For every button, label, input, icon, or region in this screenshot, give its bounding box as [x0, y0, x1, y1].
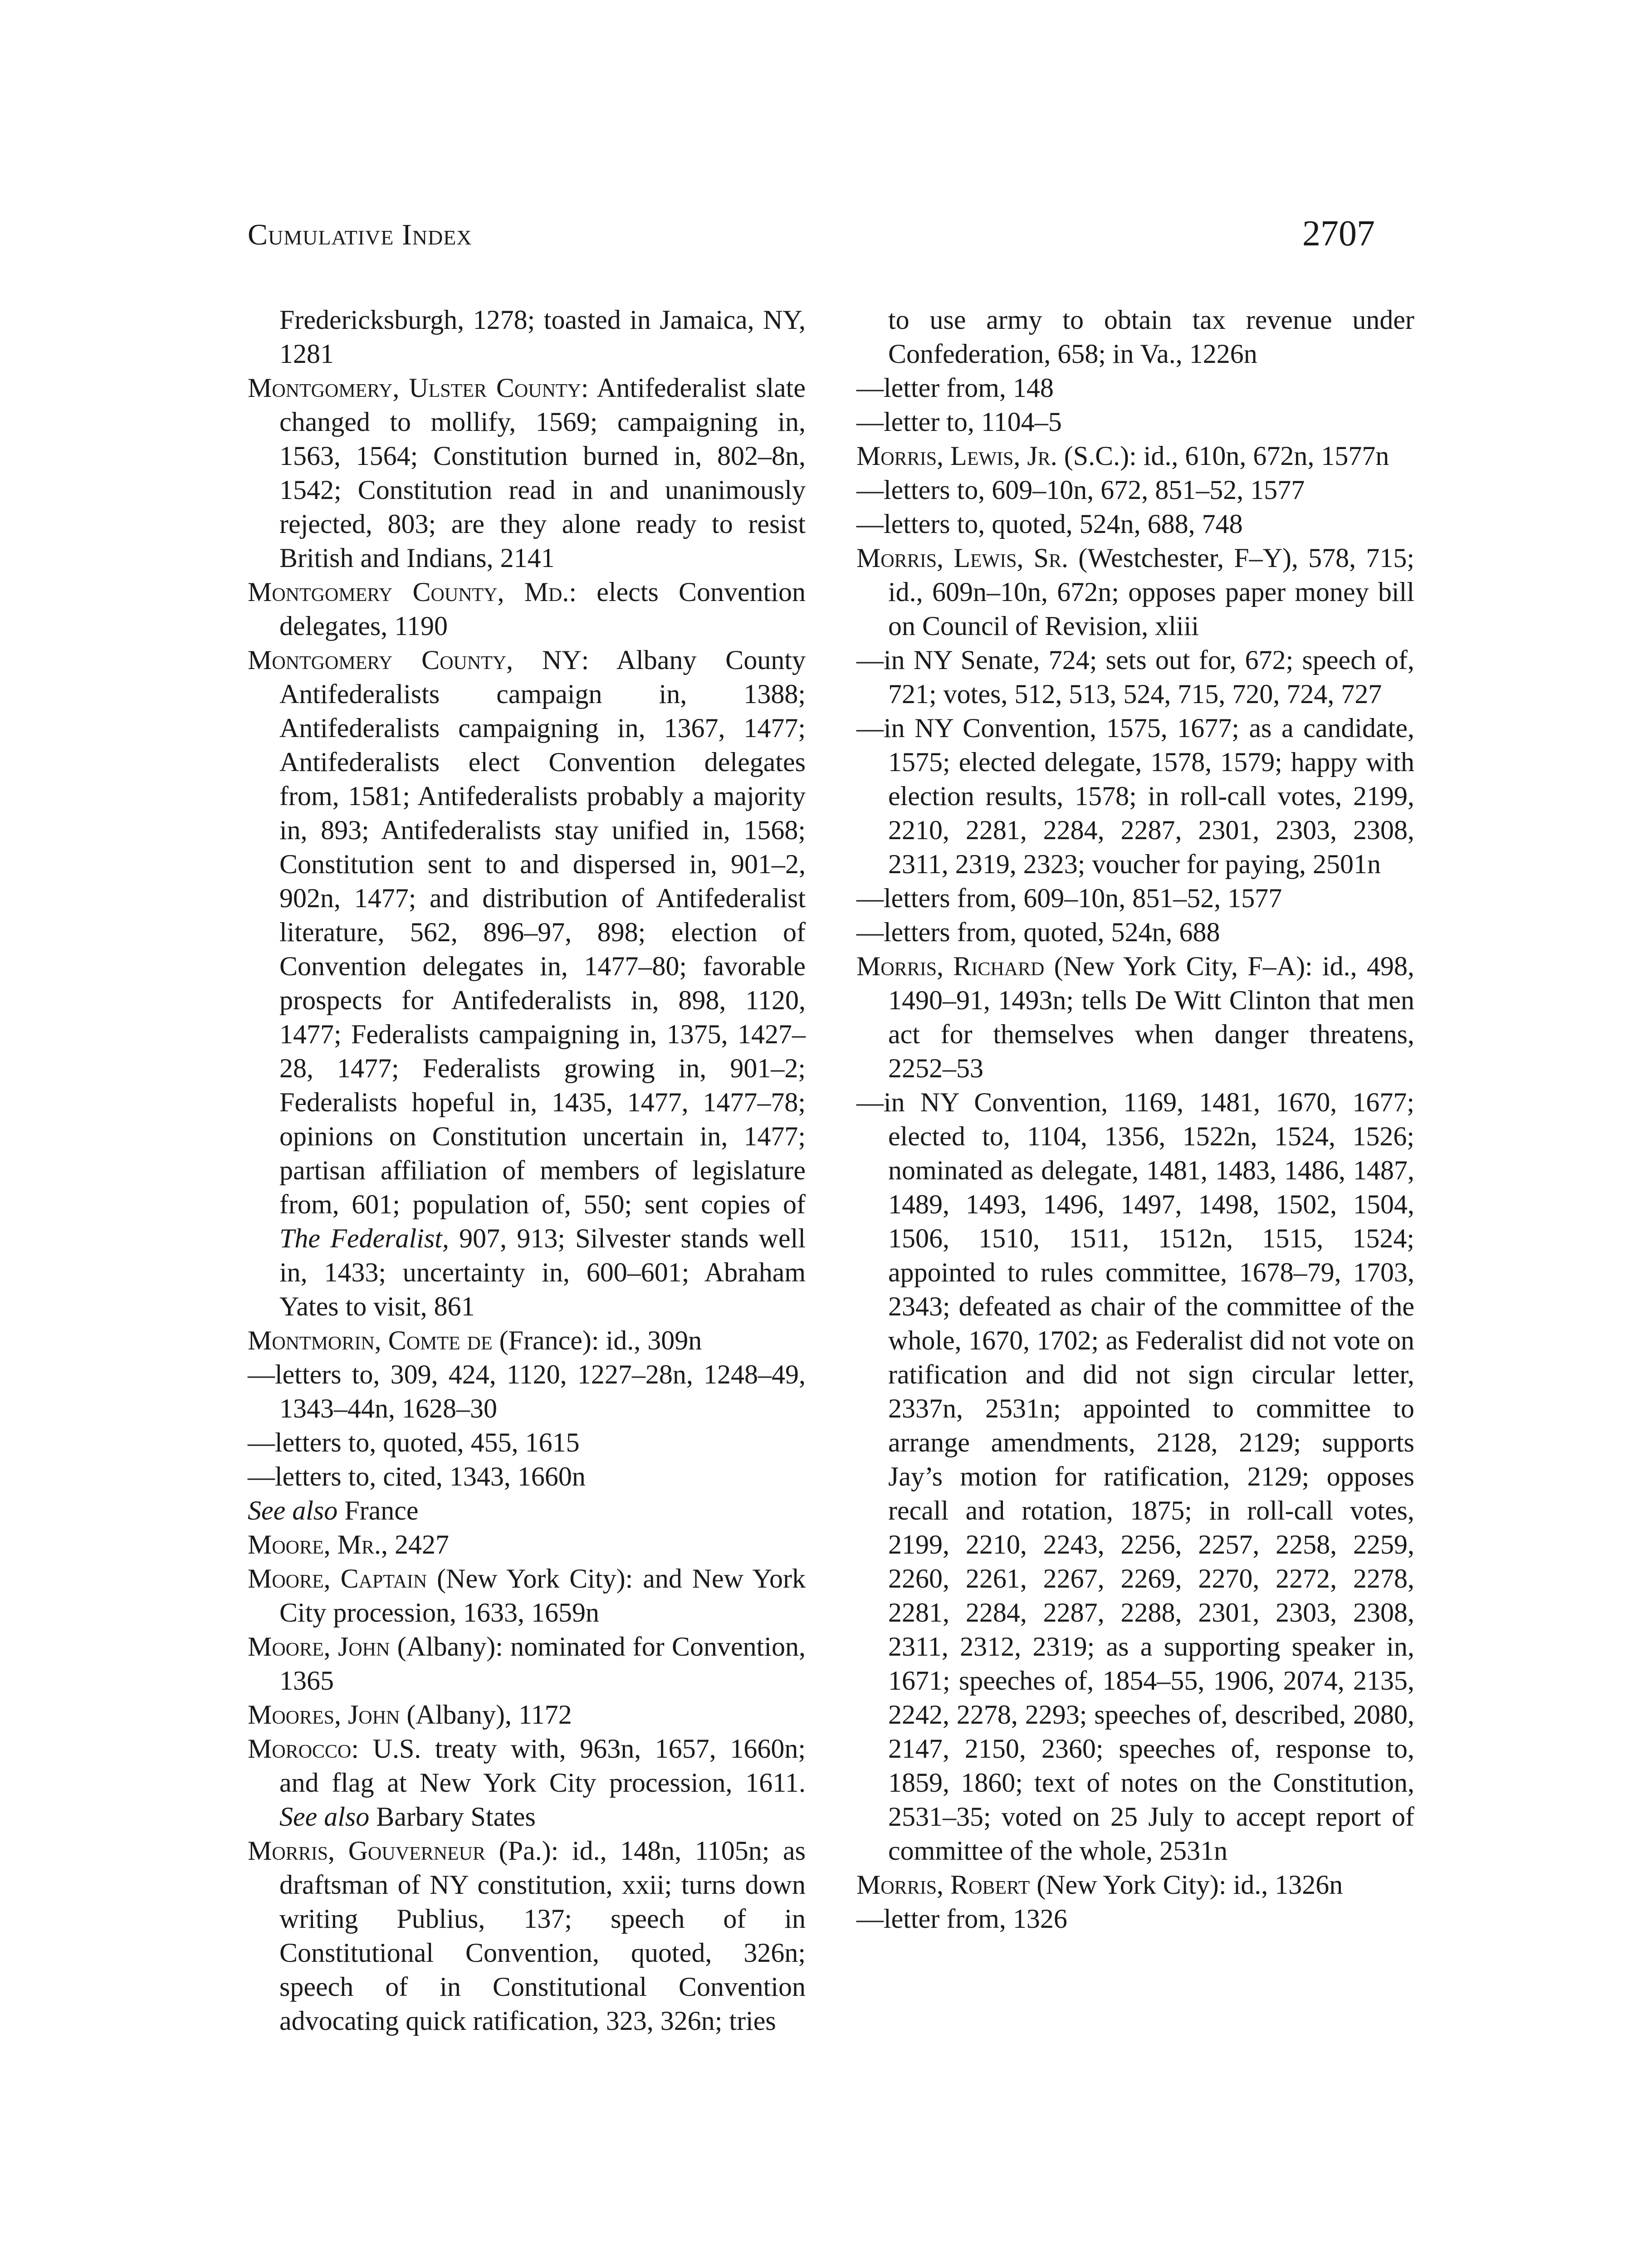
index-entry-text: (Pa.): id., 148n, 1105n; as draftsman of NY constitution, xxii; turns down writing Publius, 137; speech of in Constitutional Convention, quoted, 326n; speech of in Constitutional Convention advocating quick ratification, 323, 326n; tries	[279, 1836, 806, 2036]
index-subentry	[856, 405, 1414, 439]
index-entry-text: —letters to, 309, 424, 1120, 1227–28n, 1248–49, 1343–44n, 1628–30	[248, 1359, 806, 1423]
index-column-right	[856, 303, 1414, 1936]
index-subentry	[248, 1358, 806, 1426]
index-entry-text: , 2427	[381, 1530, 450, 1559]
index-entry-text: (Westchester, F–Y), 578, 715; id., 609n–10n, 672n; opposes paper money bill on Council of Revision, xliii	[888, 543, 1415, 641]
index-entry-text: —letters from, 609–10n, 851–52, 1577	[856, 883, 1282, 913]
index-entry-text: : Albany County Antifederalists campaign in, 1388; Antifederalists campaigning in, 1367, 1477; Antifederalists elect Convention delegates from, 1581; Antifederalists probably a majority in, 893; Antifederalists stay unified in, 1568; Constitution sent to and dispersed in, 901–2, 902n, 1477; and distribution of Antifederalist literature, 562, 896–97, 898; election of Convention delegates in, 1477–80; favorable prospects for Antifederalists in, 898, 1120, 1477; Federalists campaigning in, 1375, 1427–28, 1477; Federalists growing in, 901–2; Federalists hopeful in, 1435, 1477, 1477–78; opinions on Constitution uncertain in, 1477; partisan affiliation of members of legislature from, 601; population of, 550; sent copies of	[279, 645, 806, 1219]
index-entry-text: —in NY Convention, 1169, 1481, 1670, 1677; elected to, 1104, 1356, 1522n, 1524, 1526; nominated as delegate, 1481, 1483, 1486, 1487, 1489, 1493, 1496, 1497, 1498, 1502, 1504, 1506, 1510, 1511, 1512n, 1515, 1524; appointed to rules committee, 1678–79, 1703, 2343; defeated as chair of the committee of the whole, 1670, 1702; as Federalist did not vote on ratification and did not sign circular letter, 2337n, 2531n; appointed to committee to arrange amendments, 2128, 2129; supports Jay’s motion for ratification, 2129; opposes recall and rotation, 1875; in roll-call votes, 2199, 2210, 2243, 2256, 2257, 2258, 2259, 2260, 2261, 2267, 2269, 2270, 2272, 2278, 2281, 2284, 2287, 2288, 2301, 2303, 2308, 2311, 2312, 2319; as a supporting speaker in, 1671; speeches of, 1854–55, 1906, 2074, 2135, 2242, 2278, 2293; speeches of, described, 2080, 2147, 2150, 2360; speeches of, response to, 1859, 1860; text of notes on the Constitution, 2531–35; voted on 25 July to accept report of committee of the whole, 2531n	[856, 1087, 1414, 1866]
index-entry-text: —letters to, 609–10n, 672, 851–52, 1577	[856, 475, 1305, 505]
index-entry	[248, 1528, 806, 1562]
index-entry	[248, 1630, 806, 1698]
index-entry	[856, 541, 1414, 643]
index-subentry	[248, 1460, 806, 1494]
index-subentry	[856, 1085, 1414, 1868]
index-subentry	[856, 371, 1414, 405]
index-headword: Morris, Lewis, Jr.	[856, 441, 1057, 471]
index-subentry	[856, 1902, 1414, 1936]
index-entry	[248, 643, 806, 1324]
index-entry-text: —letter from, 148	[856, 373, 1054, 403]
index-entry	[856, 439, 1414, 473]
index-headword: Moore, John	[248, 1632, 390, 1662]
index-entry-text: Barbary States	[369, 1802, 536, 1832]
index-entry-text: 907, 913; Silvester stands well in, 1433; uncertainty in, 600–601; Abraham Yates to visit, 861	[279, 1223, 806, 1321]
index-headword: Moore, Captain	[248, 1564, 427, 1593]
index-subentry	[856, 711, 1414, 881]
index-headword: Morris, Robert	[856, 1870, 1030, 1900]
index-entry-text: : elects Convention delegates, 1190	[279, 577, 806, 641]
index-entry-text: : U.S. treaty with, 963n, 1657, 1660n; and flag at New York City procession, 1611.	[279, 1734, 806, 1798]
index-entry-text: —letters to, quoted, 524n, 688, 748	[856, 509, 1243, 539]
index-entry-text: : Antifederalist slate changed to mollify, 1569; campaigning in, 1563, 1564; Constitution burned in, 802–8n, 1542; Constitution read in and unanimously rejected, 803; are they alone ready to resist British and Indians, 2141	[279, 373, 806, 573]
index-entry	[856, 1868, 1414, 1902]
index-entry-text: —letters to, quoted, 455, 1615	[248, 1427, 580, 1457]
index-entry-italic: See also	[279, 1802, 370, 1832]
index-entry-text: (Albany): nominated for Convention, 1365	[279, 1632, 806, 1696]
index-subentry	[856, 915, 1414, 949]
index-entry	[248, 1324, 806, 1358]
page-number: 2707	[1302, 214, 1375, 254]
index-entry-text: —in NY Senate, 724; sets out for, 672; speech of, 721; votes, 512, 513, 524, 715, 720, 724, 727	[856, 645, 1414, 709]
index-subentry	[856, 473, 1414, 507]
index-entry-text: —in NY Convention, 1575, 1677; as a candidate, 1575; elected delegate, 1578, 1579; happy with election results, 1578; in roll-call votes, 2199, 2210, 2281, 2284, 2287, 2301, 2303, 2308, 2311, 2319, 2323; voucher for paying, 2501n	[856, 713, 1414, 879]
index-headword: Morris, Gouverneur	[248, 1836, 486, 1866]
index-headword: Montgomery County, Md.	[248, 577, 569, 607]
running-head-title: Cumulative Index	[248, 218, 472, 251]
index-headword: Morocco	[248, 1734, 352, 1764]
index-entry	[248, 1834, 806, 2038]
index-entry-text: Fredericksburgh, 1278; toasted in Jamaica, NY, 1281	[279, 305, 806, 369]
index-subentry	[248, 1494, 806, 1528]
index-subentry	[248, 1426, 806, 1460]
index-entry	[248, 371, 806, 575]
index-entry	[248, 1698, 806, 1732]
index-entry	[248, 575, 806, 643]
index-headword: Moores, John	[248, 1700, 400, 1730]
index-subentry	[856, 881, 1414, 915]
index-entry-text: (S.C.): id., 610n, 672n, 1577n	[1057, 441, 1389, 471]
index-entry-text: —letters to, cited, 1343, 1660n	[248, 1461, 586, 1491]
index-headword: Montgomery, Ulster County	[248, 373, 581, 403]
index-entry-text: —letter to, 1104–5	[856, 407, 1062, 437]
index-entry-continuation	[856, 303, 1414, 371]
index-entry-text: (France): id., 309n	[492, 1325, 702, 1355]
index-subentry	[856, 507, 1414, 541]
index-entry	[248, 1562, 806, 1630]
index-entry-text: (New York City): id., 1326n	[1030, 1870, 1343, 1900]
index-entry-text: to use army to obtain tax revenue under Confederation, 658; in Va., 1226n	[888, 305, 1414, 369]
index-entry-text: (New York City): and New York City procession, 1633, 1659n	[279, 1564, 806, 1628]
index-entry-text: (New York City, F–A): id., 498, 1490–91, 1493n; tells De Witt Clinton that men act for themselves when danger threatens, 2252–53	[888, 951, 1414, 1083]
index-entry-text: France	[337, 1496, 419, 1525]
index-entry-text: —letters from, quoted, 524n, 688	[856, 917, 1220, 947]
index-headword: Morris, Richard	[856, 951, 1045, 981]
index-headword: Montgomery County, NY	[248, 645, 582, 675]
index-headword: Moore, Mr.	[248, 1530, 381, 1559]
index-column-left	[248, 303, 806, 2038]
index-subentry	[856, 643, 1414, 711]
running-head	[248, 213, 1375, 263]
index-entry-italic: See also	[248, 1496, 338, 1525]
index-entry	[248, 1732, 806, 1834]
index-entry-italic: The Federalist,	[279, 1223, 449, 1253]
index-entry-continuation	[248, 303, 806, 371]
index-entry	[856, 949, 1414, 1085]
index-entry-text: —letter from, 1326	[856, 1904, 1067, 1934]
index-headword: Morris, Lewis, Sr.	[856, 543, 1069, 573]
index-headword: Montmorin, Comte de	[248, 1325, 493, 1355]
index-entry-text: (Albany), 1172	[400, 1700, 572, 1730]
